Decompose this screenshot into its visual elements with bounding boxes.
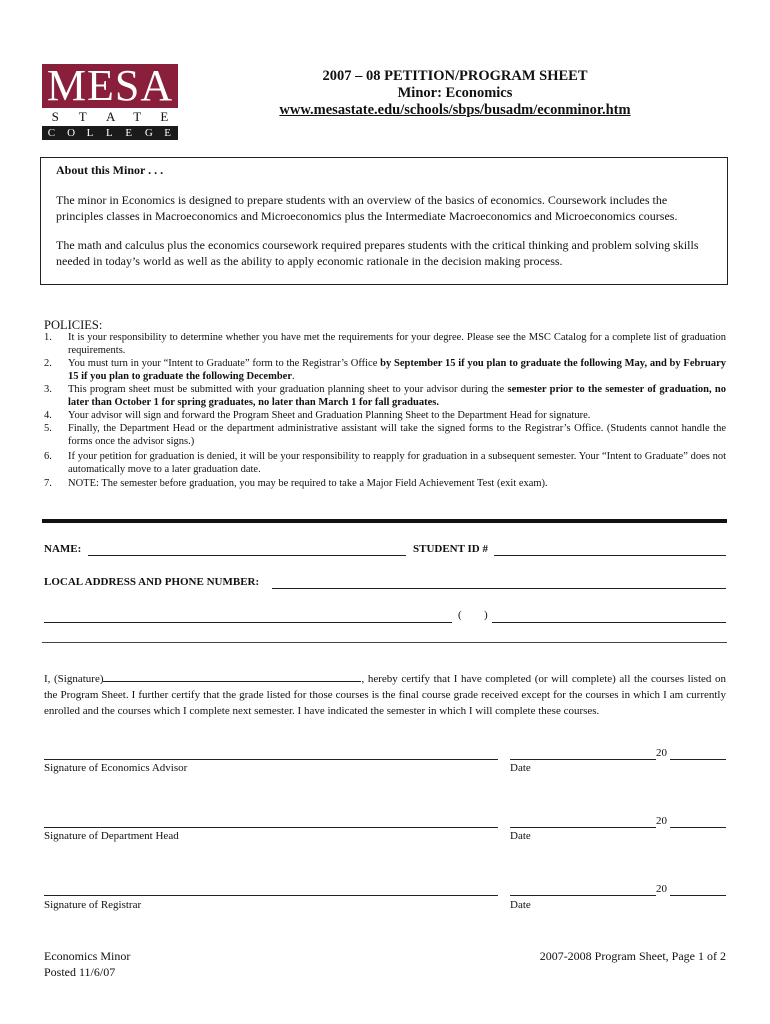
policy-text: It is your responsibility to determine whether you have met the requirements for your degree. Please see the MSC Catalog for a complete list of graduation requirements. bbox=[68, 332, 726, 356]
sheet-subtitle: Minor: Economics bbox=[397, 85, 513, 101]
policy-number: 3. bbox=[44, 384, 52, 395]
logo-letter: L bbox=[106, 127, 113, 139]
form-divider bbox=[42, 642, 727, 643]
about-paragraph-1: The minor in Economics is designed to prepare students with an overview of the basics of economics. Coursework includes the principles classes in Macroeconomics and Microeconomics plus the Intermediate Macroeconomics and Microeconomics courses. bbox=[56, 193, 678, 223]
policy-text: If your petition for graduation is denied, it will be your responsibility to reapply for graduation in a subsequent semester. Your “Intent to Graduate” does not automatically move to a later graduation date. bbox=[68, 451, 726, 475]
policy-text: Your advisor will sign and forward the Program Sheet and Graduation Planning Sheet to the Department Head for signature. bbox=[68, 410, 591, 421]
policy-text: NOTE: The semester before graduation, you may be required to take a Major Field Achievement Test (exit exam). bbox=[68, 478, 548, 489]
policies-title: POLICIES: bbox=[44, 318, 103, 332]
policy-text-end: . bbox=[291, 371, 295, 382]
policy-number: 7. bbox=[44, 478, 52, 489]
logo-letter: L bbox=[86, 127, 94, 139]
logo-letter: C bbox=[47, 127, 56, 139]
dept-head-year-field[interactable] bbox=[670, 827, 726, 828]
logo-letter: T bbox=[78, 109, 87, 124]
footer-page-info: 2007-2008 Program Sheet, Page 1 of 2 bbox=[539, 949, 726, 963]
policy-text: You must turn in your “Intent to Graduate” form to the Registrar’s Office bbox=[68, 358, 381, 369]
student-id-label: STUDENT ID # bbox=[413, 543, 488, 555]
logo-letter: S bbox=[51, 109, 59, 124]
student-id-field[interactable] bbox=[494, 555, 726, 556]
policy-text: This program sheet must be submitted with your graduation planning sheet to your advisor during the bbox=[68, 384, 508, 395]
about-paragraph-2: The math and calculus plus the economics coursework required prepares students with the critical thinking and problem solving skills needed in today’s world as well as the ability to apply economic rationale in the decision making process. bbox=[56, 238, 699, 268]
policy-number: 2. bbox=[44, 358, 52, 369]
logo-letter: A bbox=[106, 109, 116, 124]
advisor-date-label: Date bbox=[510, 762, 531, 774]
advisor-year-prefix: 20 bbox=[656, 747, 667, 759]
certification-signature-field[interactable] bbox=[103, 670, 361, 682]
address-line-2-field[interactable] bbox=[44, 622, 452, 623]
registrar-year-field[interactable] bbox=[670, 895, 726, 896]
policy-number: 4. bbox=[44, 410, 52, 421]
logo-letter: T bbox=[133, 109, 142, 124]
policy-item-1 bbox=[68, 331, 726, 357]
policy-number: 6. bbox=[44, 451, 52, 462]
registrar-year-prefix: 20 bbox=[656, 883, 667, 895]
policy-deadline-text: semester prior to the semester of graduation, no later than October 1 for spring graduates, no later than March 1 for fall graduates. bbox=[68, 384, 726, 408]
certification-lead: I, (Signature) bbox=[44, 673, 104, 685]
dept-head-signature-label: Signature of Department Head bbox=[44, 830, 179, 842]
dept-head-signature-field[interactable] bbox=[44, 827, 498, 828]
certification-text: , hereby certify that I have completed (or will complete) all the courses listed on the Program Sheet. I further certify that the grade listed for those courses is the final course grade received except for the courses in which I am currently enrolled and the courses which I complete next semester. I have indicated the semester in which I will complete these courses. bbox=[44, 673, 726, 717]
logo-letter: E bbox=[164, 127, 172, 139]
policy-item-2 bbox=[68, 357, 726, 383]
logo-state-row bbox=[42, 109, 178, 125]
registrar-signature-field[interactable] bbox=[44, 895, 498, 896]
advisor-year-field[interactable] bbox=[670, 759, 726, 760]
logo-college-bar bbox=[42, 126, 178, 140]
policy-item-5 bbox=[68, 422, 726, 448]
policy-item-3 bbox=[68, 383, 726, 409]
name-label: NAME: bbox=[44, 543, 82, 555]
address-field[interactable] bbox=[272, 588, 726, 589]
registrar-date-label: Date bbox=[510, 899, 531, 911]
logo-letter: O bbox=[67, 127, 76, 139]
policy-text: Finally, the Department Head or the department administrative assistant will take the signed forms to the Registrar’s Office. (Students cannot handle the forms once the advisor signs.) bbox=[68, 423, 726, 447]
certification-statement bbox=[44, 670, 726, 719]
footer-posted-date: Posted 11/6/07 bbox=[44, 965, 116, 979]
section-divider bbox=[42, 519, 727, 523]
dept-head-year-prefix: 20 bbox=[656, 815, 667, 827]
policy-item-4 bbox=[68, 409, 726, 422]
logo-letter: E bbox=[160, 109, 169, 124]
address-label: LOCAL ADDRESS AND PHONE NUMBER: bbox=[44, 576, 260, 588]
dept-head-date-label: Date bbox=[510, 830, 531, 842]
footer-program-name: Economics Minor bbox=[44, 949, 131, 963]
program-url-link[interactable]: www.mesastate.edu/schools/sbps/busadm/econminor.htm bbox=[279, 102, 631, 118]
registrar-date-field[interactable] bbox=[510, 895, 656, 896]
policy-item-6 bbox=[68, 450, 726, 476]
logo-mesa-block bbox=[42, 61, 178, 110]
registrar-signature-label: Signature of Registrar bbox=[44, 899, 142, 911]
logo-letter: G bbox=[144, 127, 153, 139]
dept-head-date-field[interactable] bbox=[510, 827, 656, 828]
logo-letter: E bbox=[125, 127, 133, 139]
about-title: About this Minor . . . bbox=[56, 163, 164, 177]
logo-state-text bbox=[42, 109, 178, 125]
policy-number: 1. bbox=[44, 332, 52, 343]
policy-deadline-text: by September 15 if you plan to graduate the following May, and by February 15 if you plan to graduate the following December bbox=[68, 358, 726, 382]
sheet-title: 2007 – 08 PETITION/PROGRAM SHEET bbox=[322, 68, 588, 84]
advisor-signature-field[interactable] bbox=[44, 759, 498, 760]
phone-open-paren: ( bbox=[458, 609, 462, 621]
phone-close-paren: ) bbox=[484, 609, 488, 621]
name-field[interactable] bbox=[88, 555, 406, 556]
phone-field[interactable] bbox=[492, 622, 726, 623]
logo-mesa-text: MESA bbox=[46, 61, 174, 110]
policy-item-7 bbox=[68, 477, 726, 490]
advisor-signature-label: Signature of Economics Advisor bbox=[44, 762, 188, 774]
logo-college-text bbox=[42, 126, 178, 140]
advisor-date-field[interactable] bbox=[510, 759, 656, 760]
policy-number: 5. bbox=[44, 423, 52, 434]
